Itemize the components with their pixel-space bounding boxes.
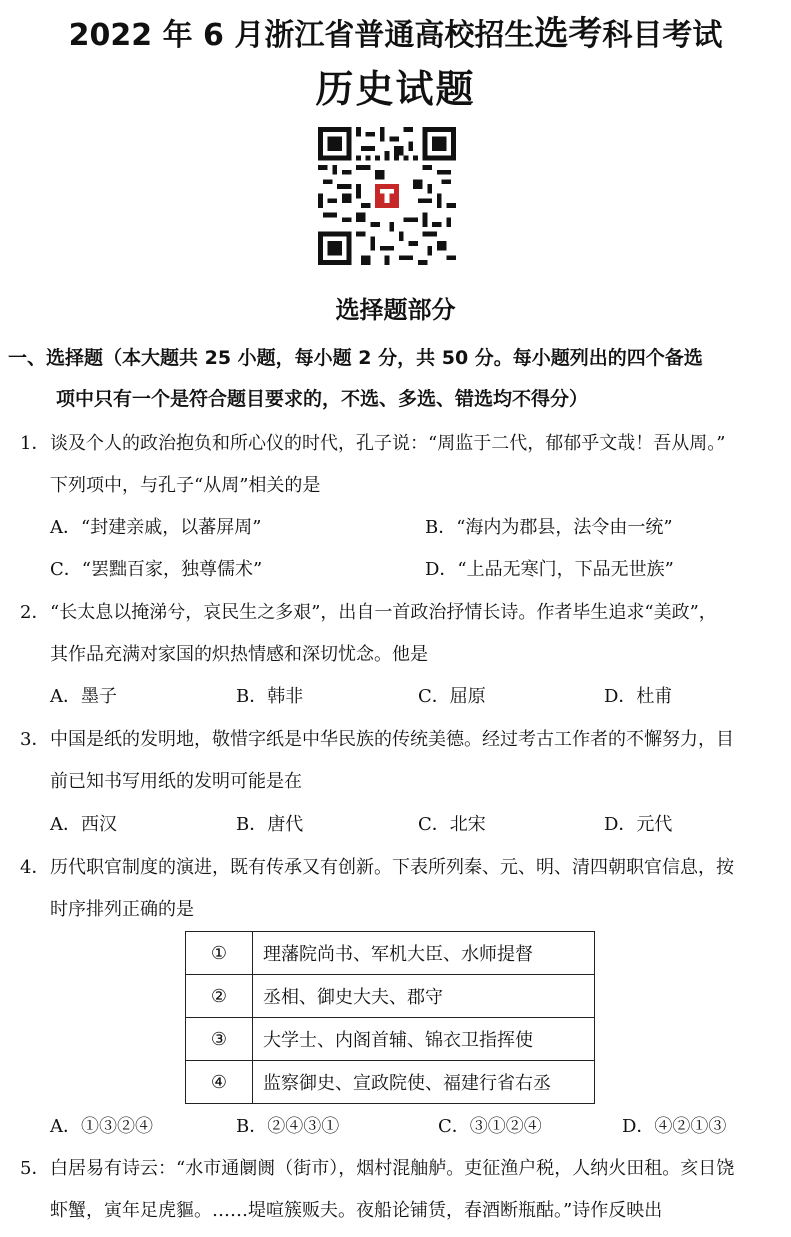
question-number: 3． [20, 729, 50, 750]
option-d: D．④②①③ [622, 1116, 727, 1137]
table-cell-number: ④ [186, 1061, 253, 1104]
table-row [186, 932, 595, 975]
option-a: A．“封建亲戚，以蕃屏周” [50, 517, 262, 538]
question-text: 虾蟹，寅年足虎貙。……堤喧簇贩夫。夜船论铺赁，春酒断瓶酤。”诗作反映出 [50, 1200, 663, 1221]
exam-title [0, 6, 791, 55]
option-a: A．墨子 [50, 686, 117, 707]
table-cell-text: 大学士、内阁首辅、锦衣卫指挥使 [253, 1018, 595, 1061]
option-c: C．北宋 [418, 814, 486, 835]
option-b: B．唐代 [236, 814, 304, 835]
exam-title-pre: 2022 年 6 月浙江省普通高校招生 [68, 18, 535, 53]
option-b: B．韩非 [236, 686, 304, 707]
exam-title-emphasis: 选考 [534, 14, 603, 54]
question-text: 时序排列正确的是 [50, 899, 194, 920]
table-cell-text: 理藩院尚书、军机大臣、水师提督 [253, 932, 595, 975]
option-b: B．“海内为郡县，法令由一统” [425, 517, 673, 538]
table-row [186, 1061, 595, 1104]
question-text: 历代职官制度的演进，既有传承又有创新。下表所列秦、元、明、清四朝职官信息，按 [50, 857, 734, 878]
table-cell-number: ① [186, 932, 253, 975]
option-c: C．屈原 [418, 686, 486, 707]
table-cell-number: ③ [186, 1018, 253, 1061]
option-c: C．“罢黜百家，独尊儒术” [50, 559, 263, 580]
instructions-line-1: 一、选择题（本大题共 25 小题，每小题 2 分，共 50 分。每小题列出的四个备选 [8, 347, 703, 369]
question-text: 中国是纸的发明地，敬惜字纸是中华民族的传统美德。经过考古工作者的不懈努力，目 [50, 729, 734, 750]
question-number: 4． [20, 857, 50, 878]
question-number: 5． [20, 1158, 50, 1179]
exam-title-post: 科目考试 [602, 18, 723, 53]
question-number: 1． [20, 433, 50, 454]
table-cell-text: 丞相、御史大夫、郡守 [253, 975, 595, 1018]
officials-table [185, 931, 595, 1104]
question-text: 谈及个人的政治抱负和所心仪的时代，孔子说：“周监于二代，郁郁乎文哉！吾从周。” [50, 433, 726, 454]
question-text: 其作品充满对家国的炽热情感和深切忧念。他是 [50, 644, 428, 665]
question-number: 2． [20, 602, 50, 623]
option-a: A．西汉 [50, 814, 117, 835]
option-d: D．“上品无寒门，下品无世族” [425, 559, 674, 580]
option-c: C．③①②④ [438, 1116, 542, 1137]
question-text: 下列项中，与孔子“从周”相关的是 [50, 475, 321, 496]
question-text: “长太息以掩涕兮，哀民生之多艰”，出自一首政治抒情长诗。作者毕生追求“美政”， [50, 602, 717, 623]
question-text: 白居易有诗云：“水市通阛阓（街市），烟村混舳舻。吏征渔户税，人纳火田租。亥日饶 [50, 1158, 735, 1179]
option-d: D．杜甫 [604, 686, 673, 707]
option-a: A．①③②④ [50, 1116, 153, 1137]
table-row [186, 975, 595, 1018]
question-text: 前已知书写用纸的发明可能是在 [50, 771, 302, 792]
section-title: 选择题部分 [335, 296, 456, 324]
option-b: B．②④③① [236, 1116, 340, 1137]
table-row [186, 1018, 595, 1061]
option-d: D．元代 [604, 814, 673, 835]
subject-title: 历史试题 [315, 67, 476, 111]
table-cell-number: ② [186, 975, 253, 1018]
instructions-line-2: 项中只有一个是符合题目要求的，不选、多选、错选均不得分） [56, 388, 589, 410]
qr-code-icon [318, 127, 456, 265]
table-cell-text: 监察御史、宣政院使、福建行省右丞 [253, 1061, 595, 1104]
